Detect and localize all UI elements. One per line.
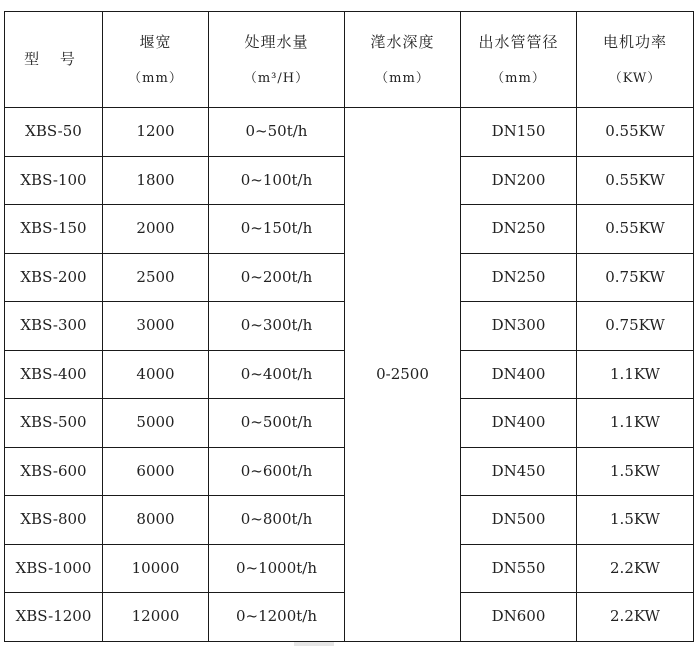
cell-flow: 0~600t/h: [209, 447, 345, 496]
cell-depth-merged: 0-2500: [345, 108, 461, 642]
cell-flow: 0~800t/h: [209, 496, 345, 545]
header-model-label: 型 号: [24, 50, 83, 68]
cell-power: 0.75KW: [577, 253, 694, 302]
cell-model: XBS-150: [5, 205, 103, 254]
cell-pipe: DN150: [461, 108, 577, 157]
header-power: [577, 12, 694, 108]
cell-pipe: DN200: [461, 156, 577, 205]
cell-power: 2.2KW: [577, 544, 694, 593]
cell-flow: 0~150t/h: [209, 205, 345, 254]
cell-width: 1200: [103, 108, 209, 157]
cell-power: 0.55KW: [577, 156, 694, 205]
page-bottom-divider: [294, 642, 334, 646]
cell-flow: 0~300t/h: [209, 302, 345, 351]
cell-flow: 0~50t/h: [209, 108, 345, 157]
cell-width: 8000: [103, 496, 209, 545]
cell-power: 1.1KW: [577, 350, 694, 399]
header-flow-label: 处理水量: [244, 32, 309, 51]
cell-pipe: DN400: [461, 399, 577, 448]
cell-model: XBS-50: [5, 108, 103, 157]
cell-flow: 0~100t/h: [209, 156, 345, 205]
cell-power: 2.2KW: [577, 593, 694, 642]
header-depth: [345, 12, 461, 108]
cell-width: 1800: [103, 156, 209, 205]
cell-pipe: DN300: [461, 302, 577, 351]
header-width-unit: （mm）: [128, 70, 183, 86]
header-power-label: 电机功率: [602, 32, 667, 51]
header-pipe-unit: （mm）: [491, 70, 546, 86]
cell-pipe: DN250: [461, 205, 577, 254]
cell-width: 12000: [103, 593, 209, 642]
cell-pipe: DN250: [461, 253, 577, 302]
cell-power: 0.75KW: [577, 302, 694, 351]
table-row: [5, 108, 694, 157]
cell-flow: 0~500t/h: [209, 399, 345, 448]
cell-flow: 0~400t/h: [209, 350, 345, 399]
cell-width: 2500: [103, 253, 209, 302]
cell-model: XBS-1000: [5, 544, 103, 593]
cell-power: 1.5KW: [577, 447, 694, 496]
cell-model: XBS-200: [5, 253, 103, 302]
cell-model: XBS-600: [5, 447, 103, 496]
header-pipe: [461, 12, 577, 108]
cell-model: XBS-400: [5, 350, 103, 399]
cell-width: 6000: [103, 447, 209, 496]
cell-width: 3000: [103, 302, 209, 351]
cell-width: 2000: [103, 205, 209, 254]
header-width: [103, 12, 209, 108]
header-model: [5, 12, 103, 108]
cell-width: 5000: [103, 399, 209, 448]
cell-model: XBS-300: [5, 302, 103, 351]
cell-model: XBS-800: [5, 496, 103, 545]
header-depth-label: 滗水深度: [370, 32, 435, 51]
cell-power: 1.5KW: [577, 496, 694, 545]
cell-pipe: DN400: [461, 350, 577, 399]
cell-pipe: DN600: [461, 593, 577, 642]
cell-power: 0.55KW: [577, 108, 694, 157]
cell-flow: 0~1200t/h: [209, 593, 345, 642]
header-flow-unit: （m³/H）: [243, 70, 310, 86]
cell-flow: 0~1000t/h: [209, 544, 345, 593]
cell-model: XBS-500: [5, 399, 103, 448]
spec-table: [4, 11, 694, 642]
cell-pipe: DN500: [461, 496, 577, 545]
header-row: [5, 12, 694, 108]
cell-pipe: DN550: [461, 544, 577, 593]
header-power-unit: （KW）: [608, 70, 662, 86]
cell-power: 0.55KW: [577, 205, 694, 254]
cell-flow: 0~200t/h: [209, 253, 345, 302]
cell-width: 10000: [103, 544, 209, 593]
cell-power: 1.1KW: [577, 399, 694, 448]
cell-model: XBS-1200: [5, 593, 103, 642]
header-depth-unit: （mm）: [375, 70, 430, 86]
header-pipe-label: 出水管管径: [478, 32, 559, 51]
cell-width: 4000: [103, 350, 209, 399]
cell-model: XBS-100: [5, 156, 103, 205]
cell-pipe: DN450: [461, 447, 577, 496]
header-width-label: 堰宽: [139, 32, 172, 51]
header-flow: [209, 12, 345, 108]
